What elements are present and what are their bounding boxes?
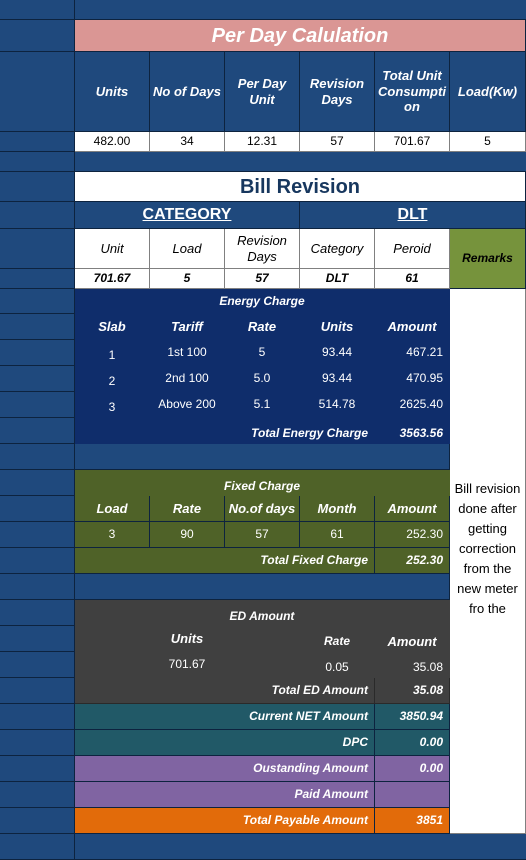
paid-label: Paid Amount — [75, 782, 375, 808]
revision-days-value: 57 — [225, 269, 300, 289]
row-stripe — [0, 314, 75, 340]
row-stripe — [0, 20, 75, 52]
fixed-total-label: Total Fixed Charge — [75, 548, 375, 574]
ed-header-rate: Rate — [300, 626, 375, 652]
bill-revision-title: Bill Revision — [75, 172, 526, 202]
energy-row-2-tariff: 2nd 100 — [150, 366, 225, 392]
ed-header-amount: Amount — [375, 626, 450, 652]
energy-row-2-slab: 2 — [75, 366, 150, 392]
revision-header-load: Load — [150, 229, 225, 269]
row-stripe — [0, 392, 75, 418]
ed-header-units: Units — [75, 626, 300, 652]
energy-row-1-units: 93.44 — [300, 340, 375, 366]
row-stripe — [0, 172, 75, 202]
outstanding-label: Oustanding Amount — [75, 756, 375, 782]
energy-header-rate: Rate — [225, 314, 300, 340]
category-label: CATEGORY — [75, 202, 300, 229]
energy-total-value: 3563.56 — [375, 418, 450, 444]
revision-category-value: DLT — [300, 269, 375, 289]
energy-row-2-units: 93.44 — [300, 366, 375, 392]
row-stripe — [0, 574, 75, 600]
revision-unit-value: 701.67 — [75, 269, 150, 289]
fixed-title: Fixed Charge — [75, 470, 450, 496]
payable-label: Total Payable Amount — [75, 808, 375, 834]
row-stripe — [0, 132, 75, 152]
per-day-title: Per Day Calulation — [75, 20, 526, 52]
row-stripe — [0, 470, 75, 496]
row-stripe — [0, 704, 75, 730]
fixed-amount-value: 252.30 — [375, 522, 450, 548]
spacer-row — [75, 152, 526, 172]
row-stripe — [0, 756, 75, 782]
per-day-days-value: 34 — [150, 132, 225, 152]
row-stripe — [0, 418, 75, 444]
row-stripe — [0, 366, 75, 392]
fixed-load-value: 3 — [75, 522, 150, 548]
row-stripe — [0, 202, 75, 229]
net-amount-value: 3850.94 — [375, 704, 450, 730]
fixed-header-days: No.of days — [225, 496, 300, 522]
energy-row-1-tariff: 1st 100 — [150, 340, 225, 366]
per-day-revision-value: 57 — [300, 132, 375, 152]
dpc-value: 0.00 — [375, 730, 450, 756]
row-stripe — [0, 730, 75, 756]
row-stripe — [0, 600, 75, 626]
row-stripe — [0, 269, 75, 289]
per-day-header-load: Load(Kw) — [450, 52, 526, 132]
spacer-row — [75, 444, 450, 470]
energy-row-3-amount: 2625.40 — [375, 392, 450, 418]
row-stripe — [0, 652, 75, 678]
fixed-rate-value: 90 — [150, 522, 225, 548]
bottom-band — [75, 834, 526, 860]
category-value: DLT — [300, 202, 526, 229]
energy-row-3-slab: 3 — [75, 392, 150, 418]
fixed-header-rate: Rate — [150, 496, 225, 522]
remarks-text: Bill revision done after getting correction from the new meter fro the — [450, 289, 526, 834]
per-day-total-value: 701.67 — [375, 132, 450, 152]
energy-row-3-units: 514.78 — [300, 392, 375, 418]
net-amount-label: Current NET Amount — [75, 704, 375, 730]
revision-header-unit: Unit — [75, 229, 150, 269]
energy-header-units: Units — [300, 314, 375, 340]
row-stripe — [0, 522, 75, 548]
row-stripe — [0, 834, 75, 860]
energy-row-2-rate: 5.0 — [225, 366, 300, 392]
row-stripe — [0, 782, 75, 808]
revision-header-days: Revision Days — [225, 229, 300, 269]
energy-total-label: Total Energy Charge — [75, 418, 375, 444]
ed-units-value: 701.67 — [75, 652, 300, 678]
row-stripe — [0, 229, 75, 269]
spacer-row — [75, 574, 450, 600]
row-stripe — [0, 678, 75, 704]
ed-total-value: 35.08 — [375, 678, 450, 704]
ed-amount-value: 35.08 — [375, 652, 450, 678]
energy-row-1-rate: 5 — [225, 340, 300, 366]
row-stripe — [0, 496, 75, 522]
payable-value: 3851 — [375, 808, 450, 834]
per-day-header-revision-days: Revision Days — [300, 52, 375, 132]
fixed-month-value: 61 — [300, 522, 375, 548]
energy-row-1-amount: 467.21 — [375, 340, 450, 366]
per-day-units-value: 482.00 — [75, 132, 150, 152]
ed-rate-value: 0.05 — [300, 652, 375, 678]
energy-row-2-amount: 470.95 — [375, 366, 450, 392]
revision-period-value: 61 — [375, 269, 450, 289]
per-day-header-total-unit: Total Unit Consumpti on — [375, 52, 450, 132]
row-stripe — [0, 289, 75, 314]
energy-header-amount: Amount — [375, 314, 450, 340]
per-day-load-value: 5 — [450, 132, 526, 152]
row-stripe — [0, 152, 75, 172]
ed-total-label: Total ED Amount — [75, 678, 375, 704]
row-stripe — [0, 52, 75, 132]
revision-header-category: Category — [300, 229, 375, 269]
per-day-header-units: Units — [75, 52, 150, 132]
revision-header-period: Peroid — [375, 229, 450, 269]
paid-value — [375, 782, 450, 808]
energy-title: Energy Charge — [75, 289, 450, 314]
fixed-days-value: 57 — [225, 522, 300, 548]
row-stripe — [0, 548, 75, 574]
top-band — [75, 0, 526, 20]
remarks-label: Remarks — [450, 229, 526, 289]
revision-load-value: 5 — [150, 269, 225, 289]
energy-row-3-rate: 5.1 — [225, 392, 300, 418]
per-day-unit-value: 12.31 — [225, 132, 300, 152]
dpc-label: DPC — [75, 730, 375, 756]
fixed-header-load: Load — [75, 496, 150, 522]
fixed-total-value: 252.30 — [375, 548, 450, 574]
row-stripe — [0, 626, 75, 652]
row-stripe — [0, 0, 75, 20]
row-stripe — [0, 808, 75, 834]
per-day-header-days: No of Days — [150, 52, 225, 132]
fixed-header-month: Month — [300, 496, 375, 522]
energy-header-slab: Slab — [75, 314, 150, 340]
row-stripe — [0, 444, 75, 470]
fixed-header-amount: Amount — [375, 496, 450, 522]
energy-row-3-tariff: Above 200 — [150, 392, 225, 418]
per-day-header-per-day-unit: Per Day Unit — [225, 52, 300, 132]
row-stripe — [0, 340, 75, 366]
ed-title: ED Amount — [75, 600, 450, 626]
energy-row-1-slab: 1 — [75, 340, 150, 366]
outstanding-value: 0.00 — [375, 756, 450, 782]
energy-header-tariff: Tariff — [150, 314, 225, 340]
